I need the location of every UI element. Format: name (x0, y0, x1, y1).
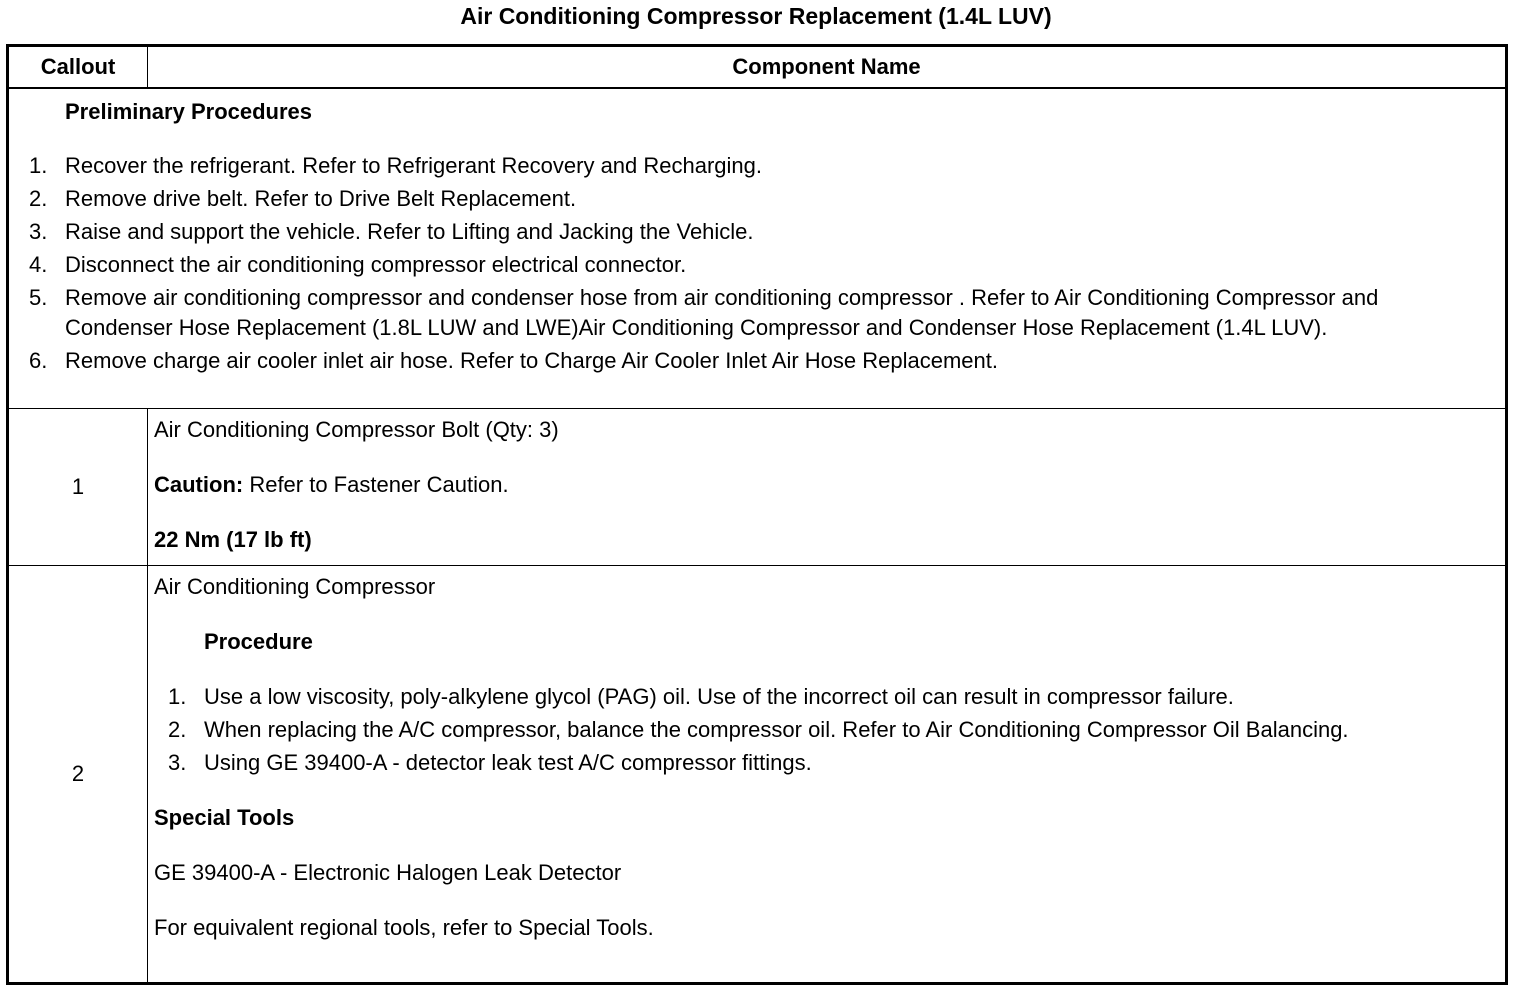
procedure-step (154, 715, 1505, 745)
preliminary-procedures-cell (8, 88, 1507, 409)
component-name: Air Conditioning Compressor (154, 574, 436, 599)
preliminary-steps-list (9, 151, 1505, 376)
callout-number: 2 (8, 566, 148, 984)
caution-text: Refer to Fastener Caution. (243, 472, 509, 497)
preliminary-procedures-heading: Preliminary Procedures (65, 99, 313, 124)
step-number: 1. (168, 684, 187, 709)
preliminary-step (9, 217, 1505, 247)
step-number: 2. (29, 186, 48, 211)
preliminary-step (9, 283, 1505, 343)
preliminary-step (9, 346, 1505, 376)
step-number: 2. (168, 717, 187, 742)
callout-column-header: Callout (8, 46, 148, 89)
special-tool-item: GE 39400-A - Electronic Halogen Leak Detector (154, 860, 622, 885)
procedure-step (154, 682, 1505, 712)
step-text: Remove charge air cooler inlet air hose. Refer to Charge Air Cooler Inlet Air Hose Replacement. (65, 348, 999, 373)
special-tools-heading: Special Tools (154, 805, 295, 830)
procedure-table (6, 44, 1508, 985)
component-name: Air Conditioning Compressor Bolt (Qty: 3) (154, 417, 559, 442)
preliminary-step (9, 184, 1505, 214)
callout-number: 1 (8, 409, 148, 566)
caution-label: Caution: (154, 472, 244, 497)
table-row (8, 409, 1507, 566)
caution-note (154, 470, 1505, 500)
step-number: 3. (168, 750, 187, 775)
torque-spec: 22 Nm (17 lb ft) (154, 527, 312, 552)
step-number: 1. (29, 153, 48, 178)
component-cell (148, 409, 1507, 566)
procedure-heading: Procedure (204, 629, 313, 654)
step-text: Recover the refrigerant. Refer to Refrigerant Recovery and Recharging. (65, 153, 763, 178)
preliminary-step (9, 250, 1505, 280)
step-number: 3. (29, 219, 48, 244)
regional-tools-note: For equivalent regional tools, refer to Special Tools. (154, 915, 654, 940)
preliminary-step (9, 151, 1505, 181)
step-text: Remove drive belt. Refer to Drive Belt Replacement. (65, 186, 577, 211)
step-text: Using GE 39400-A - detector leak test A/C compressor fittings. (204, 750, 812, 775)
component-cell (148, 566, 1507, 984)
step-number: 5. (29, 285, 48, 310)
step-text: Remove air conditioning compressor and condenser hose from air conditioning compressor . Refer to Air Conditioning Compressor and Condenser Hose Replacement (1.8L LUW and LWE)Air Conditioning Compressor and Condenser Hose Replacement (1.4L LUV). (65, 285, 1379, 340)
procedure-step (154, 748, 1505, 778)
step-text: When replacing the A/C compressor, balance the compressor oil. Refer to Air Conditioning Compressor Oil Balancing. (204, 717, 1349, 742)
component-name-column-header: Component Name (148, 46, 1507, 89)
step-number: 6. (29, 348, 48, 373)
step-text: Use a low viscosity, poly-alkylene glycol (PAG) oil. Use of the incorrect oil can result in compressor failure. (204, 684, 1234, 709)
step-number: 4. (29, 252, 48, 277)
table-header-row (8, 46, 1507, 89)
step-text: Raise and support the vehicle. Refer to Lifting and Jacking the Vehicle. (65, 219, 754, 244)
table-row (8, 566, 1507, 984)
procedure-steps-list (154, 682, 1505, 778)
preliminary-procedures-row (8, 88, 1507, 409)
step-text: Disconnect the air conditioning compressor electrical connector. (65, 252, 687, 277)
document-title: Air Conditioning Compressor Replacement (1.4L LUV) (460, 3, 1052, 29)
